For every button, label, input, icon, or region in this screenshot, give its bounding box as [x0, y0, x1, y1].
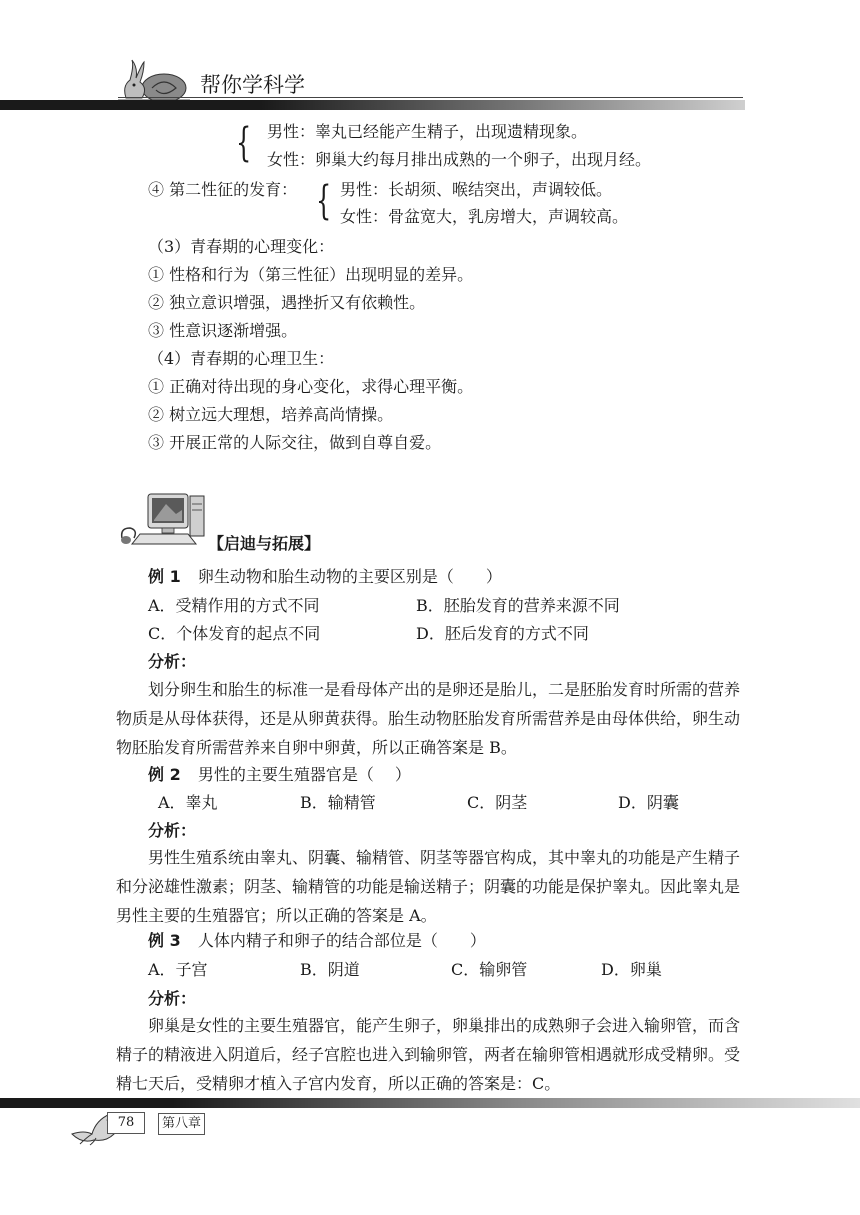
ex2-option-a: A．睾丸	[158, 793, 218, 812]
item4-male-text: 男性：长胡须、喉结突出，声调较低。	[340, 180, 613, 199]
computer-icon	[118, 490, 210, 552]
ex2-option-d: D．阴囊	[618, 793, 679, 812]
ex1-analysis-label: 分析：	[148, 652, 197, 671]
ex1-question-row	[148, 566, 502, 588]
ex2-option-b: B．输精管	[300, 793, 376, 812]
inspire-heading: 【启迪与拓展】	[208, 534, 321, 553]
ex2-analysis-label: 分析：	[148, 821, 197, 840]
ex1-option-b: B．胚胎发育的营养来源不同	[416, 596, 620, 615]
ex3-label: 例 3	[148, 931, 181, 950]
ex3-question-row	[148, 930, 486, 952]
header-rule-bar	[0, 100, 745, 110]
ex2-question-row	[148, 764, 411, 786]
ex1-question: 卵生动物和胎生动物的主要区别是（ ）	[197, 567, 502, 586]
section4-title: （4）青春期的心理卫生：	[148, 349, 335, 368]
male-puberty-text: 男性：睾丸已经能产生精子，出现遗精现象。	[267, 122, 588, 141]
ex1-option-a: A．受精作用的方式不同	[148, 596, 320, 615]
item4-label: ④ 第二性征的发育：	[148, 180, 298, 199]
ex1-analysis: 划分卵生和胎生的标准一是看母体产出的是卵还是胎儿，二是胚胎发育时所需的营养物质是从母体获得，还是从卵黄获得。胎生动物胚胎发育所需营养是由母体供给，卵生动物胚胎发育所需营养来自卵中卵黄，所以正确答案是 B。	[116, 680, 741, 757]
section3-title: （3）青春期的心理变化：	[148, 237, 335, 256]
ex2-label: 例 2	[148, 765, 181, 784]
ex3-option-b: B．阴道	[300, 960, 360, 979]
header-rule-thin	[118, 97, 743, 98]
section3-item-1: ① 性格和行为（第三性征）出现明显的差异。	[148, 265, 474, 284]
section4-item-3: ③ 开展正常的人际交往，做到自尊自爱。	[148, 433, 442, 452]
ex3-analysis-label: 分析：	[148, 989, 197, 1008]
female-puberty-text: 女性：卵巢大约每月排出成熟的一个卵子，出现月经。	[267, 150, 652, 169]
brace-left-2: {	[316, 178, 332, 224]
ex1-option-d: D．胚后发育的方式不同	[416, 624, 589, 643]
page-number: 78	[107, 1112, 145, 1134]
chapter-label: 第八章	[158, 1113, 205, 1135]
section3-item-3: ③ 性意识逐渐增强。	[148, 321, 298, 340]
ex3-question: 人体内精子和卵子的结合部位是（ ）	[197, 931, 486, 950]
item4-female-text: 女性：骨盆宽大，乳房增大，声调较高。	[340, 207, 629, 226]
header-title: 帮你学科学	[200, 73, 305, 97]
ex2-option-c: C．阴茎	[467, 793, 528, 812]
ex3-option-a: A．子宫	[148, 960, 208, 979]
section4-item-2: ② 树立远大理想，培养高尚情操。	[148, 405, 394, 424]
ex1-label: 例 1	[148, 567, 181, 586]
ex2-question: 男性的主要生殖器官是（ ）	[197, 765, 411, 784]
ex3-analysis: 卵巢是女性的主要生殖器官，能产生卵子，卵巢排出的成熟卵子会进入输卵管，而含精子的精液进入阴道后，经子宫腔也进入到输卵管，两者在输卵管相遇就形成受精卵。受精七天后，受精卵才植入子宫内发育，所以正确的答案是：C。	[116, 1016, 741, 1093]
ex1-option-c: C．个体发育的起点不同	[148, 624, 321, 643]
section4-item-1: ① 正确对待出现的身心变化，求得心理平衡。	[148, 377, 474, 396]
ex3-option-c: C．输卵管	[451, 960, 528, 979]
ex2-analysis: 男性生殖系统由睾丸、阴囊、输精管、阴茎等器官构成，其中睾丸的功能是产生精子和分泌雄性激素；阴茎、输精管的功能是输送精子；阴囊的功能是保护睾丸。因此睾丸是男性主要的生殖器官；所以正确的答案是 A。	[116, 848, 741, 925]
brace-left-1: {	[236, 120, 252, 166]
ex3-option-d: D．卵巢	[601, 960, 662, 979]
section3-item-2: ② 独立意识增强，遇挫折又有依赖性。	[148, 293, 426, 312]
